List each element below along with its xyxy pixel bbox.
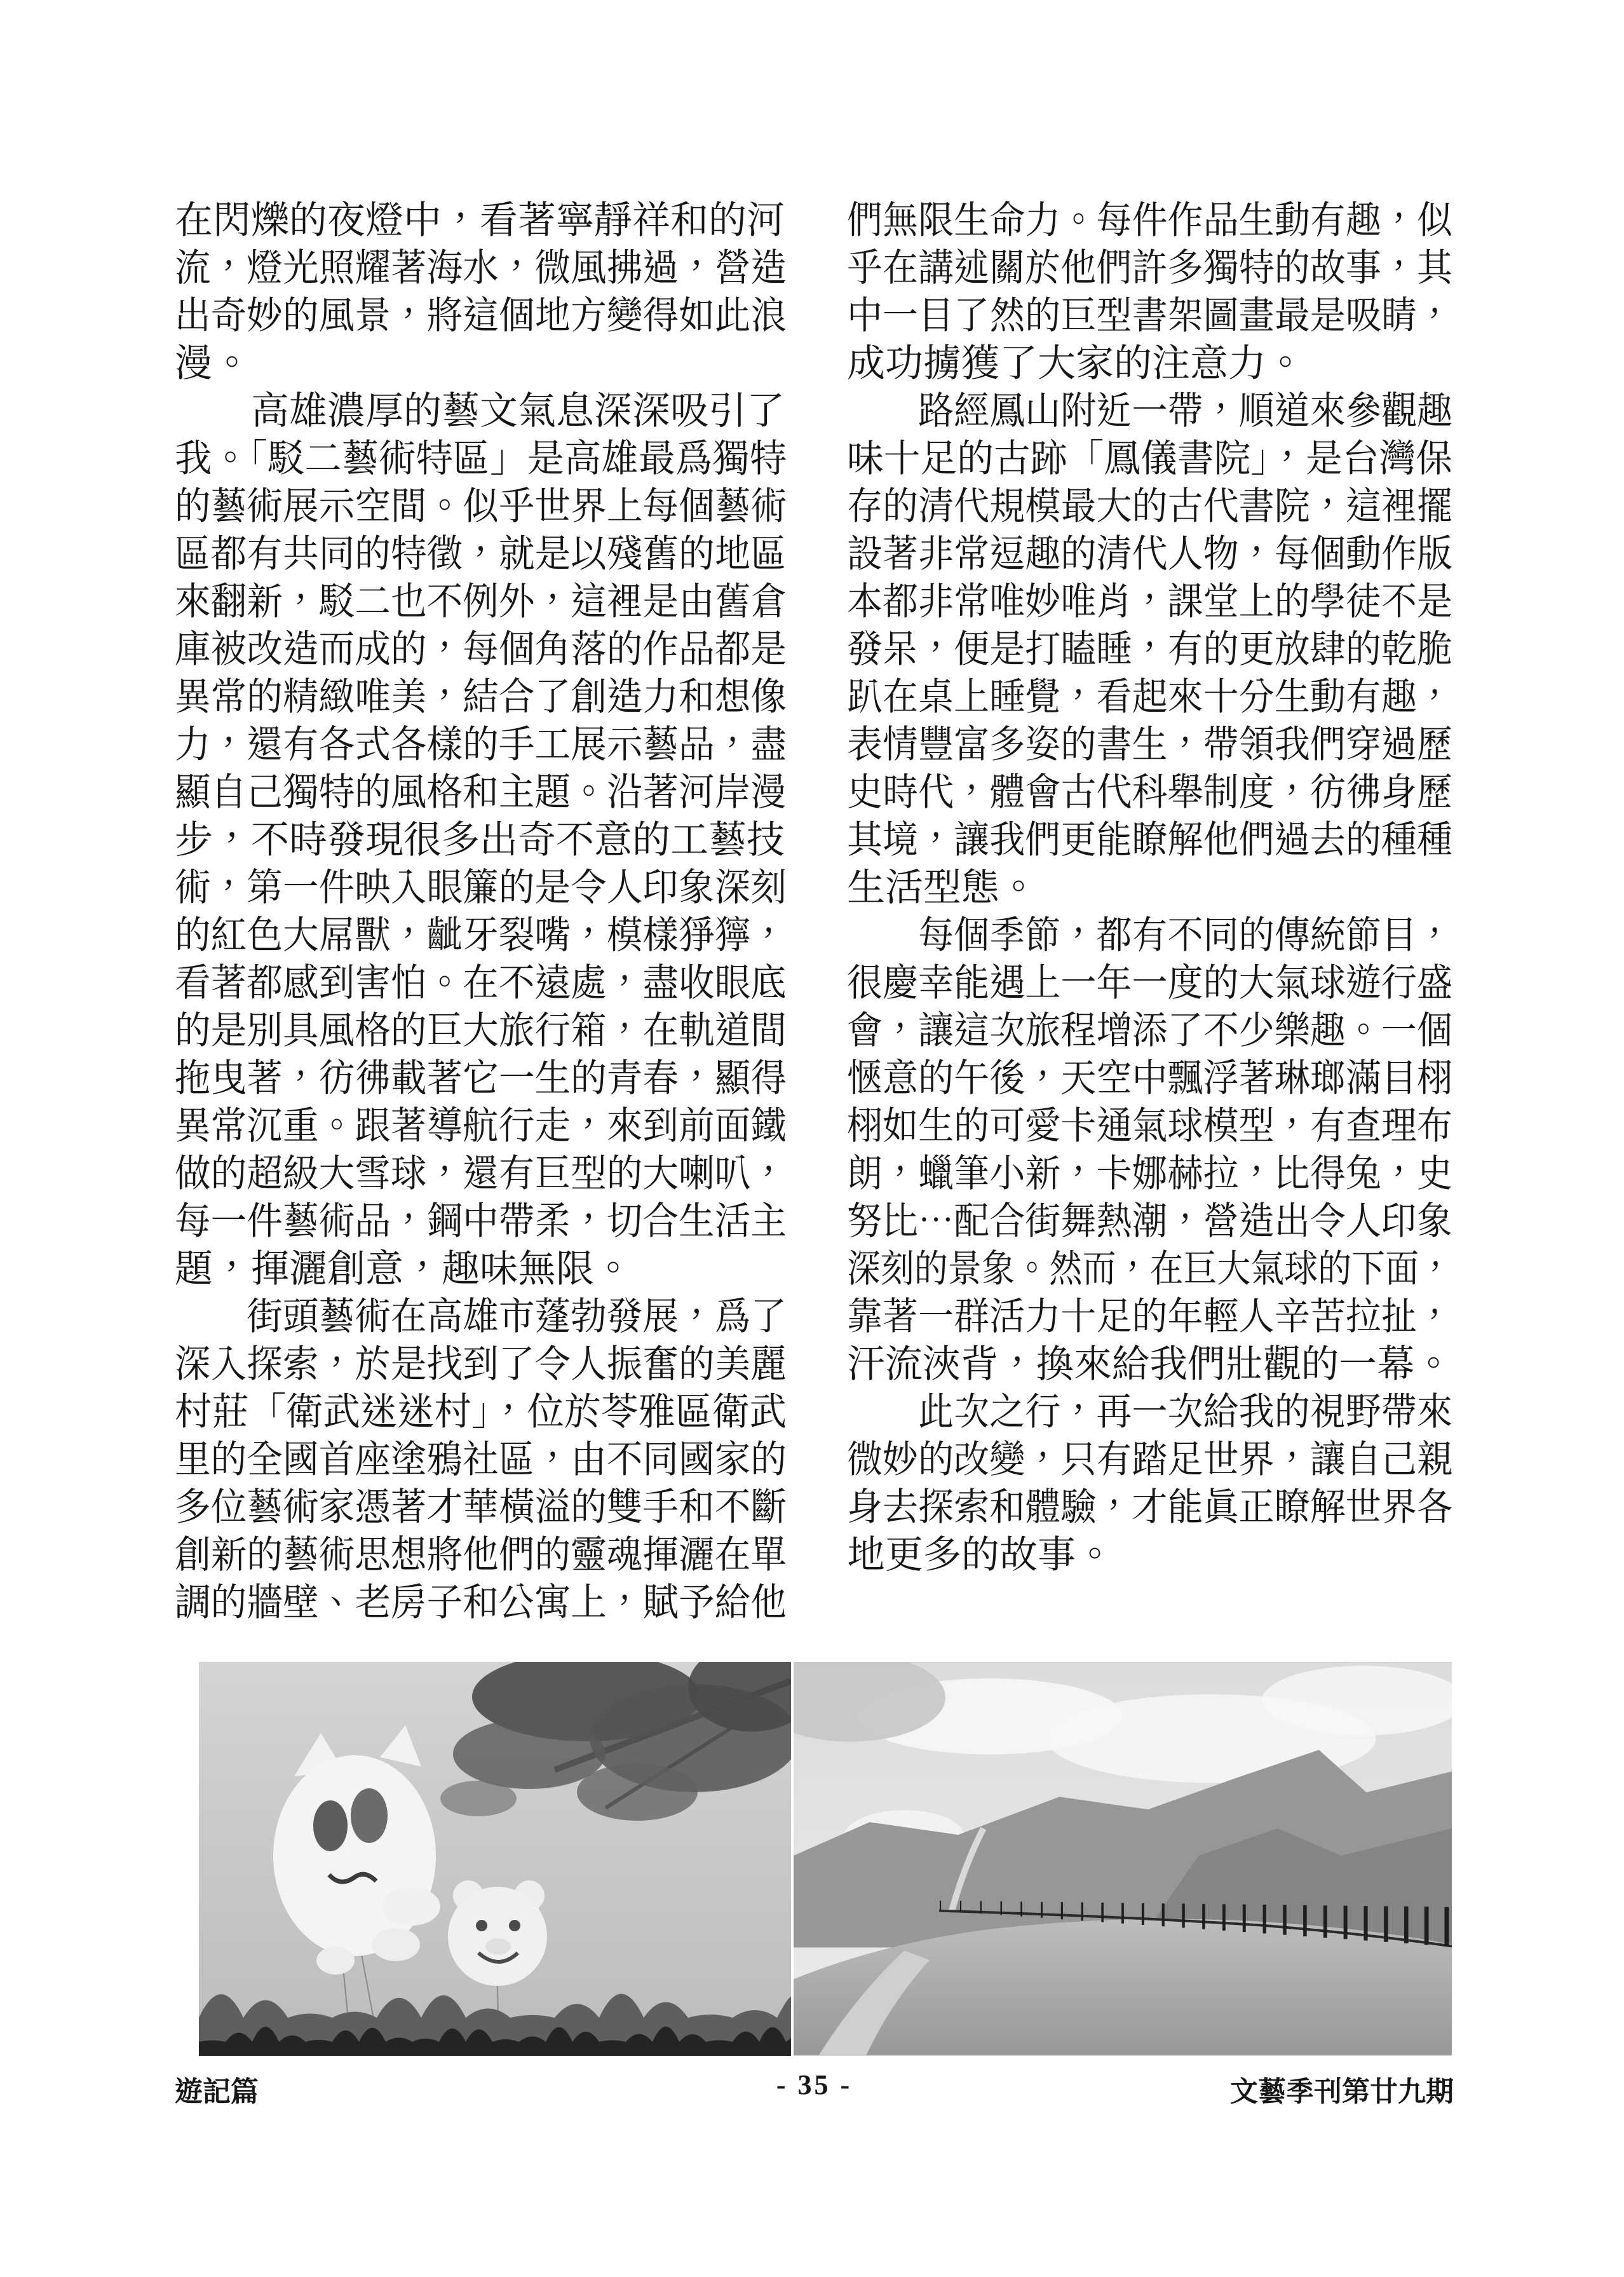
text-line: 此次之行，再一次給我的視野帶來: [847, 1391, 1452, 1433]
text-line: 流，燈光照耀著海水，微風拂過，營造: [175, 247, 787, 289]
text-line: 創新的藝術思想將他們的靈魂揮灑在單: [175, 1534, 787, 1576]
text-line: 我。「駁二藝術特區」是高雄最爲獨特: [175, 438, 787, 480]
text-line: 朗，蠟筆小新，卡娜赫拉，比得兔，史: [847, 1153, 1452, 1195]
text-line: 很慶幸能遇上一年一度的大氣球遊行盛: [847, 962, 1452, 1004]
bear-balloon-small: [448, 1880, 547, 1986]
text-line: 每個季節，都有不同的傳統節目，: [847, 914, 1452, 956]
footer-journal: 文藝季刊第廿九期: [1230, 2076, 1454, 2107]
text-line: 史時代，體會古代科舉制度，彷彿身歷: [847, 771, 1452, 813]
text-line: 汗流浹背，換來給我們壯觀的一幕。: [847, 1343, 1452, 1385]
text-line: 存的清代規模最大的古代書院，這裡擺: [847, 486, 1452, 527]
text-line: 漫。: [175, 343, 251, 384]
text-line: 來翻新，駁二也不例外，這裡是由舊倉: [175, 581, 787, 623]
text-line: 中一目了然的巨型書架圖畫最是吸睛，: [847, 295, 1452, 337]
text-line: 出奇妙的風景，將這個地方變得如此浪: [175, 295, 787, 337]
text-line: 異常的精緻唯美，結合了創造力和想像: [175, 676, 787, 718]
text-line: 村莊「衛武迷迷村」，位於苓雅區衛武: [175, 1391, 787, 1433]
text-line: 地更多的故事。: [847, 1534, 1114, 1576]
footer-section: 遊記篇: [175, 2076, 259, 2107]
text-line: 庫被改造而成的，每個角落的作品都是: [175, 629, 787, 670]
text-line: 栩如生的可愛卡通氣球模型，有查理布: [847, 1105, 1452, 1147]
text-line: 步，不時發現很多出奇不意的工藝技: [175, 819, 785, 861]
text-line: 多位藝術家憑著才華橫溢的雙手和不斷: [175, 1486, 787, 1528]
footer-page-number: - 35 -: [776, 2069, 853, 2100]
text-line: 區都有共同的特徵，就是以殘舊的地區: [175, 533, 787, 575]
text-line: 靠著一群活力十足的年輕人辛苦拉扯，: [847, 1296, 1452, 1338]
text-line: 高雄濃厚的藝文氣息深深吸引了: [175, 390, 785, 432]
grassland-fence-photo: [794, 1662, 1452, 2056]
text-line: 顯自己獨特的風格和主題。沿著河岸漫: [175, 771, 787, 813]
text-line: 看著都感到害怕。在不遠處，盡收眼底: [175, 962, 787, 1004]
text-line: 味十足的古跡「鳳儀書院」，是台灣保: [847, 438, 1452, 480]
text-line: 深入探索，於是找到了令人振奮的美麗: [175, 1343, 787, 1385]
text-line: 的紅色大屌獸，齜牙裂嘴，模樣猙獰，: [175, 914, 787, 956]
text-line: 努比⋯配合街舞熱潮，營造出令人印象: [847, 1200, 1452, 1242]
text-line: 成功擄獲了大家的注意力。: [847, 343, 1304, 384]
text-line: 趴在桌上睡覺，看起來十分生動有趣，: [847, 676, 1452, 718]
text-line: 在閃爍的夜燈中，看著寧靜祥和的河: [175, 200, 785, 241]
text-line: 術，第一件映入眼簾的是令人印象深刻: [175, 867, 787, 909]
text-line: 力，還有各式各樣的手工展示藝品，盡: [175, 724, 787, 766]
text-line: 身去探索和體驗，才能眞正瞭解世界各: [847, 1486, 1452, 1528]
page-footer: [175, 2069, 1454, 2107]
left-text-column: [175, 197, 787, 1627]
text-line: 乎在講述關於他們許多獨特的故事，其: [847, 247, 1452, 289]
text-line: 調的牆壁、老房子和公寓上，賦予給他: [175, 1582, 787, 1624]
text-line: 拖曳著，彷彿載著它一生的青春，顯得: [175, 1057, 787, 1099]
balloon-parade-photo: [199, 1662, 791, 2056]
text-line: 的是別具風格的巨大旅行箱，在軌道間: [175, 1010, 787, 1052]
text-line: 設著非常逗趣的清代人物，每個動作版: [847, 533, 1452, 575]
text-line: 發呆，便是打瞌睡，有的更放肆的乾脆: [847, 629, 1452, 670]
text-line: 愜意的午後，天空中飄浮著琳瑯滿目栩: [847, 1057, 1452, 1099]
text-line: 會，讓這次旅程增添了不少樂趣。一個: [847, 1010, 1452, 1052]
text-line: 里的全國首座塗鴉社區，由不同國家的: [175, 1439, 787, 1481]
text-line: 深刻的景象。然而，在巨大氣球的下面，: [847, 1248, 1452, 1290]
text-line: 做的超級大雪球，還有巨型的大喇叭，: [175, 1153, 787, 1195]
text-line: 街頭藝術在高雄市蓬勃發展，爲了: [175, 1296, 787, 1338]
text-line: 每一件藝術品，鋼中帶柔，切合生活主: [175, 1200, 787, 1242]
text-line: 的藝術展示空間。似乎世界上每個藝術: [175, 486, 787, 527]
text-line: 本都非常唯妙唯肖，課堂上的學徒不是: [847, 581, 1452, 623]
text-line: 生活型態。: [847, 867, 1038, 909]
text-line: 微妙的改變，只有踏足世界，讓自己親: [847, 1439, 1452, 1481]
text-line: 其境，讓我們更能瞭解他們過去的種種: [847, 819, 1452, 861]
text-line: 路經鳳山附近一帶，順道來參觀趣: [847, 390, 1452, 432]
text-line: 表情豐富多姿的書生，帶領我們穿過歷: [847, 724, 1452, 766]
text-line: 異常沉重。跟著導航行走，來到前面鐵: [175, 1105, 787, 1147]
photo-strip: [199, 1662, 1452, 2056]
right-text-column: [847, 197, 1452, 1579]
text-line: 們無限生命力。每件作品生動有趣，似: [847, 200, 1452, 241]
text-line: 題，揮灑創意，趣味無限。: [175, 1248, 632, 1290]
